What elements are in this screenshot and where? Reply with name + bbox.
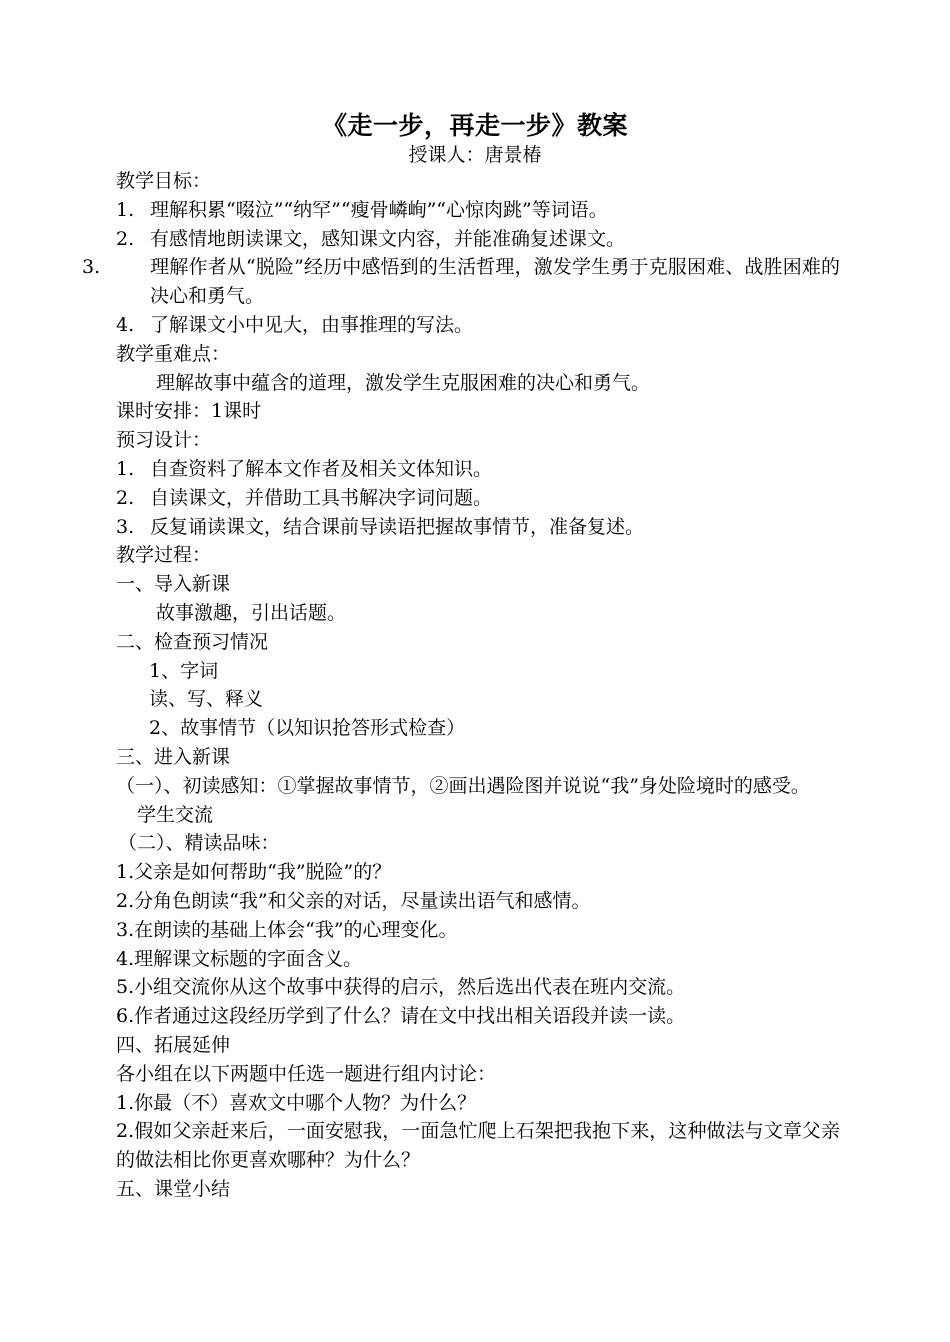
section-title: 四、拓展延伸 [116,1033,231,1056]
key-points-text: 理解故事中蕴含的道理，激发学生克服困难的决心和勇气。 [156,371,651,394]
subsection-title: 2、故事情节（以知识抢答形式检查） [149,717,466,740]
section-title: 二、检查预习情况 [116,630,269,653]
section-text: 故事激趣，引出话题。 [156,601,347,624]
process-heading: 教学过程： [116,544,212,567]
author-line: 授课人：唐景椿 [408,144,542,166]
preview-heading: 预习设计： [116,429,212,452]
part-note: 学生交流 [137,803,214,826]
preview-item: 3. 反复诵读课文，结合课前导读语把握故事情节，准备复述。 [116,515,645,538]
list-item: 2.分角色朗读“我”和父亲的对话，尽量读出语气和感情。 [116,889,591,912]
objective-item: 2. 有感情地朗读课文，感知课文内容，并能准确复述课文。 [116,227,626,250]
section-text: 各小组在以下两题中任选一题进行组内讨论： [116,1062,497,1085]
schedule-line: 课时安排：1课时 [116,400,262,423]
objectives-heading: 教学目标： [116,170,212,192]
section-title: 五、课堂小结 [116,1177,231,1200]
key-points-heading: 教学重难点： [116,342,231,365]
list-item: 6.作者通过这段经历学到了什么？请在文中找出相关语段并读一读。 [116,1005,686,1028]
objective-item: 1. 理解积累“啜泣”“纳罕”“瘦骨嶙峋”“心惊肉跳”等词语。 [116,198,608,221]
objective-item: 3. 理解作者从“脱险”经历中感悟到的生活哲理，激发学生勇于克服困难、战胜困难的决心和勇气。 [82,256,840,308]
section-title: 三、进入新课 [116,745,231,768]
list-item: 4.理解课文标题的字面含义。 [116,947,363,970]
subsection-text: 读、写、释义 [149,688,264,711]
preview-item: 1. 自查资料了解本文作者及相关文体知识。 [116,457,493,480]
document-body [82,167,840,1204]
section-title: 一、导入新课 [116,573,231,596]
list-item: 5.小组交流你从这个故事中获得的启示，然后选出代表在班内交流。 [116,976,686,999]
list-item: 1.你最（不）喜欢文中哪个人物？为什么？ [116,1091,477,1114]
part-text: （一）、初读感知：①掌握故事情节，②画出遇险图并说说“我”身处险境时的感受。 [116,774,810,797]
preview-item: 2. 自读课文，并借助工具书解决字词问题。 [116,486,493,509]
list-item: 3.在朗读的基础上体会“我”的心理变化。 [116,918,458,941]
list-item: 1.父亲是如何帮助“我”脱险”的？ [116,861,392,884]
objective-item: 4. 了解课文小中见大，由事推理的写法。 [116,313,474,336]
list-item: 2.假如父亲赶来后，一面安慰我，一面急忙爬上石架把我抱下来，这种做法与文章父亲的做法相比你更喜欢哪种？为什么？ [116,1120,840,1172]
document-title: 《走一步，再走一步》教案 [321,111,628,140]
subsection-title: 1、字词 [149,659,219,682]
part-title: （二）、精读品味： [118,832,280,855]
